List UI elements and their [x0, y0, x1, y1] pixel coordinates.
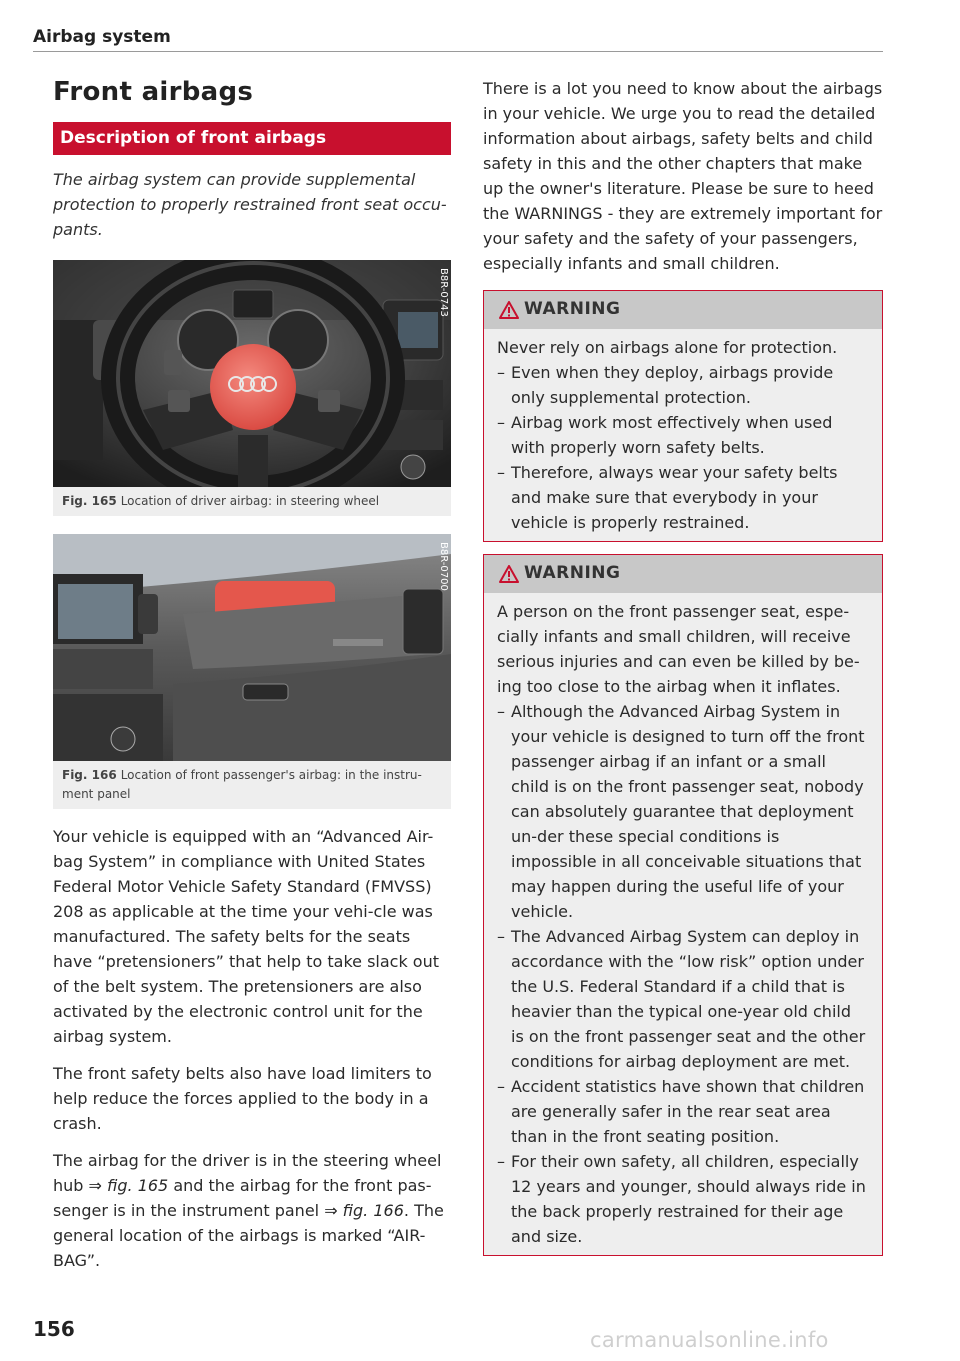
warning-1-item: – Therefore, always wear your safety belts and make sure that everybody in your vehicle is properly restrained.: [497, 460, 867, 535]
intro-text: The airbag system can provide supplemental protection to properly restrained front seat occu-pants.: [53, 170, 447, 239]
warning-triangle-icon: [499, 565, 519, 583]
warning-box-1: [483, 290, 883, 542]
steering-wheel-illustration: [53, 260, 451, 487]
figure-166-caption: [53, 761, 451, 809]
warning-header-2: [484, 555, 882, 593]
warning-2-item: – Although the Advanced Airbag System in your vehicle is designed to turn off the front passenger airbag if an infant or a small child is on the front passenger seat, nobody can absolutely guarantee that deployment un-der these special conditions is impossible in all conceivable situations that may happen during the useful life of your vehicle.: [497, 699, 867, 924]
figure-165-caption-text: Location of driver airbag: in steering wheel: [120, 494, 380, 508]
figure-165-caption: [53, 487, 451, 516]
warning-2-list: [497, 699, 867, 1249]
warning-title-2: WARNING: [524, 563, 621, 583]
figure-code: B8R-0700: [438, 542, 449, 591]
instrument-panel-illustration: [53, 534, 451, 761]
subsection-title-bar: Description of front airbags: [53, 122, 451, 155]
figure-code: B8R-0743: [438, 268, 449, 317]
figure-165: [53, 260, 451, 516]
warning-body-2: [484, 593, 882, 1255]
warning-title-1: WARNING: [524, 299, 621, 319]
warning-box-2: [483, 554, 883, 1256]
paragraph-airbag-location: [53, 1148, 451, 1273]
section-title: Front airbags: [53, 77, 254, 107]
warning-1-list: [497, 360, 867, 535]
figure-166: [53, 534, 451, 809]
figure-166-caption-text: Location of front passenger's airbag: in the instru-ment panel: [62, 768, 422, 801]
right-column: [483, 76, 883, 1256]
paragraph-airbag-location-part1: The airbag for the driver is in the steering wheel hub: [53, 1151, 442, 1195]
warning-2-intro: A person on the front passenger seat, espe-cially infants and small children, will receive serious injuries and can even be killed by be-ing too close to the airbag when it inflates.: [497, 602, 860, 696]
warning-header-1: [484, 291, 882, 329]
warning-triangle-icon: [499, 301, 519, 319]
left-column: [53, 76, 451, 1273]
warning-1-intro: Never rely on airbags alone for protection.: [497, 338, 838, 357]
header-divider: [33, 51, 883, 52]
page-number: 156: [33, 1317, 75, 1341]
figure-166-label: Fig. 166: [62, 768, 117, 782]
warning-1-item: – Airbag work most effectively when used with properly worn safety belts.: [497, 410, 867, 460]
fig-165-reference-link[interactable]: ⇒ fig. 165: [88, 1176, 169, 1195]
warning-body-1: [484, 329, 882, 541]
warning-2-item: – The Advanced Airbag System can deploy in accordance with the “low risk” option under the U.S. Federal Standard if a child that is heavier than the typical one-year old child is on the front passenger seat and the other conditions for airbag deployment are met.: [497, 924, 867, 1074]
running-header: Airbag system: [33, 27, 171, 47]
paragraph-advanced-airbag: Your vehicle is equipped with an “Advanced Air-bag System” in compliance with United States Federal Motor Vehicle Safety Standard (FMVSS) 208 as applicable at the time your vehi-cle was manufactured. The safety belts for the seats have “pretensioners” that help to take slack out of the belt system. The pretensioners are also activated by the electronic control unit for the airbag system.: [53, 827, 439, 1046]
paragraph-know-about-airbags: There is a lot you need to know about the airbags in your vehicle. We urge you to read the detailed information about airbags, safety belts and child safety in this and the other chapters that make up the owner's literature. Please be sure to heed the WARNINGS - they are extremely important for your safety and the safety of your passengers, especially infants and small children.: [483, 79, 883, 273]
paragraph-airbag-location-part2: and the airbag for the front pas-senger is in the instrument panel: [53, 1176, 432, 1220]
warning-1-item: – Even when they deploy, airbags provide only supplemental protection.: [497, 360, 867, 410]
fig-166-reference-link[interactable]: ⇒ fig. 166: [324, 1201, 404, 1220]
warning-2-item: – Accident statistics have shown that children are generally safer in the rear seat area than in the front seating position.: [497, 1074, 867, 1149]
paragraph-load-limiters: The front safety belts also have load limiters to help reduce the forces applied to the body in a crash.: [53, 1064, 432, 1133]
watermark: carmanualsonline.info: [590, 1328, 829, 1352]
paragraph-airbag-location-part3: . The general location of the airbags is marked “AIR-BAG”.: [53, 1201, 444, 1270]
warning-2-item: – For their own safety, all children, especially 12 years and younger, should always ride in the back properly restrained for their age and size.: [497, 1149, 867, 1249]
figure-165-label: Fig. 165: [62, 494, 117, 508]
